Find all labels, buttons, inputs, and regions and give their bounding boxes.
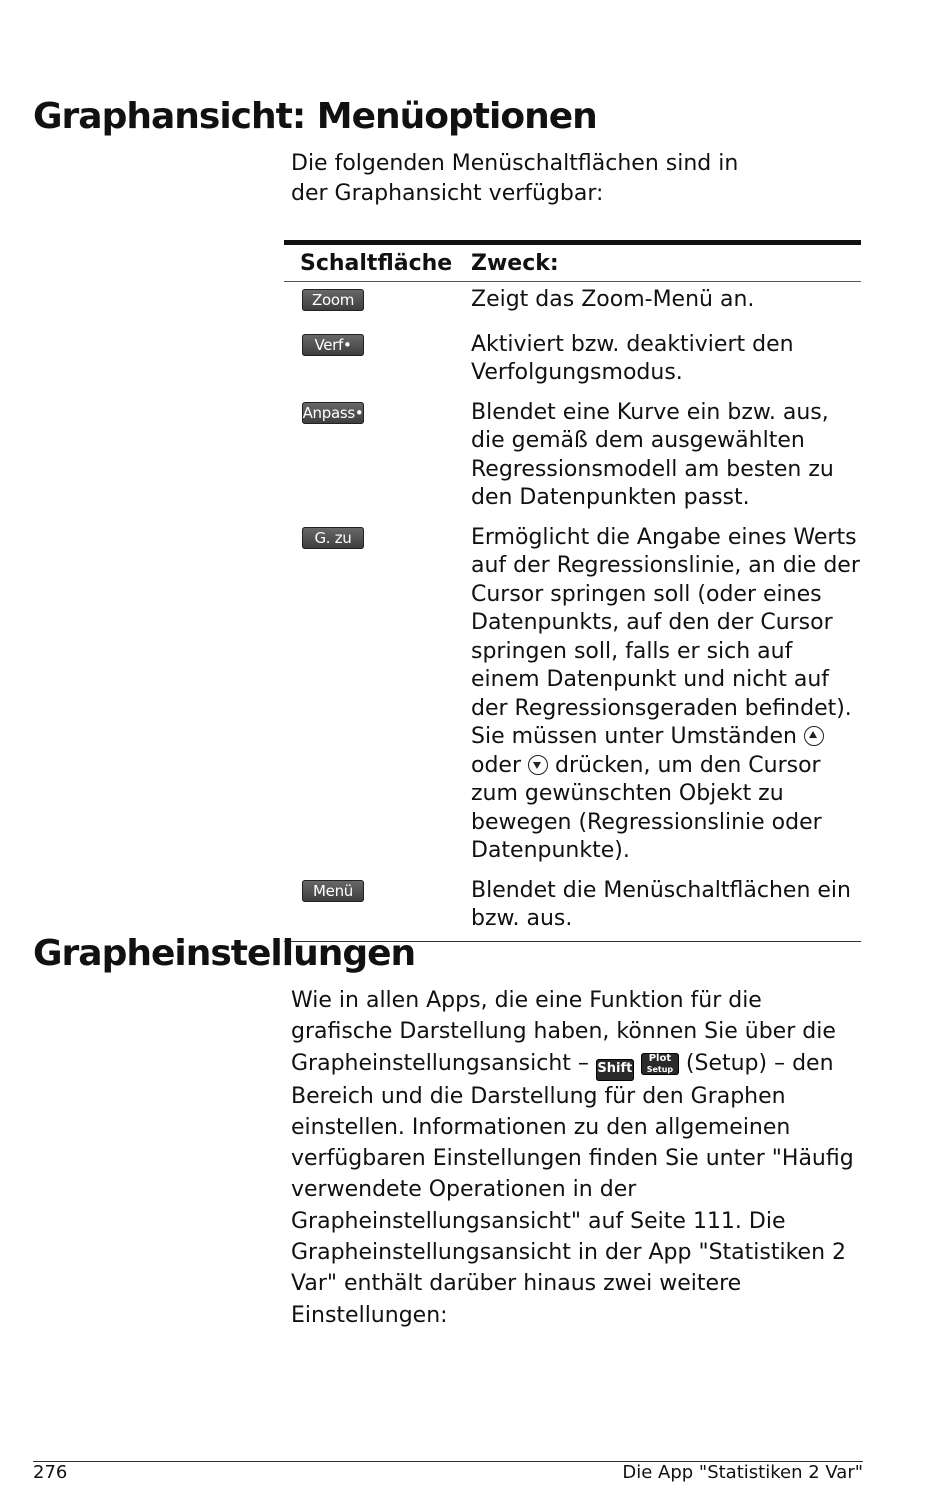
row-description bbox=[471, 524, 861, 866]
menu-options-table bbox=[284, 240, 861, 942]
row-description-part: oder bbox=[471, 752, 522, 778]
plot-setup-key-icon bbox=[641, 1053, 679, 1075]
table-row bbox=[284, 520, 861, 873]
table-row bbox=[284, 327, 861, 395]
row-description: Zeigt das Zoom-Menü an. bbox=[471, 287, 755, 312]
row-description: Blendet die Menüschaltflächen ein bzw. aus. bbox=[471, 877, 851, 931]
table-header bbox=[284, 245, 861, 282]
row-description: Aktiviert bzw. deaktiviert den Verfolgungsmodus. bbox=[471, 331, 794, 385]
chapter-title: Die App "Statistiken 2 Var" bbox=[622, 1462, 863, 1483]
table-row bbox=[284, 395, 861, 520]
row-description-part: drücken, um den Cursor zum gewünschten Objekt zu bewegen (Regressionslinie oder Datenpunkte). bbox=[471, 752, 822, 863]
paragraph-text: (Setup) – den Bereich und die Darstellung für den Graphen einstellen. Informationen zu den allgemeinen verfügbaren Einstellungen finden Sie unter "Häufig verwendete Operationen in der Grapheinstellungsansicht" auf Seite 111. Die Grapheinstellungsansicht in der App "Statistiken 2 Var" enthält darüber hinaus zwei weitere Einstellungen: bbox=[291, 1050, 854, 1328]
trace-softkey: Verf• bbox=[302, 334, 364, 356]
header-purpose: Zweck: bbox=[471, 250, 559, 276]
table-row bbox=[284, 873, 861, 941]
row-description: Blendet eine Kurve ein bzw. aus, die gemäß dem ausgewählten Regressionsmodell am besten zu den Datenpunkten passt. bbox=[471, 399, 834, 510]
plot-key-label: Plot bbox=[648, 1052, 672, 1064]
up-arrow-key-icon bbox=[804, 726, 824, 746]
menu-softkey: Menü bbox=[302, 880, 364, 902]
page-number: 276 bbox=[33, 1462, 68, 1483]
zoom-softkey: Zoom bbox=[302, 289, 364, 311]
intro-paragraph: Die folgenden Menüschaltflächen sind in der Graphansicht verfügbar: bbox=[291, 151, 739, 206]
graph-settings-paragraph bbox=[291, 985, 859, 1331]
row-description-part: Ermöglicht die Angabe eines Werts auf der Regressionslinie, an die der Cursor springen soll (oder eines Datenpunkts, auf den der Cursor springen soll, falls er sich auf einem Datenpunkt und nicht auf der Regressionsgeraden befindet). Sie müssen unter Umständen bbox=[471, 524, 860, 749]
section-title-menu-options: Graphansicht: Menüoptionen bbox=[33, 96, 597, 137]
table-row bbox=[284, 282, 861, 327]
section-title-graph-settings: Grapheinstellungen bbox=[33, 933, 416, 974]
down-arrow-key-icon bbox=[528, 755, 548, 775]
setup-key-label: Setup bbox=[646, 1064, 674, 1074]
header-button: Schaltfläche bbox=[300, 250, 453, 276]
goto-softkey: G. zu bbox=[302, 527, 364, 549]
shift-key-icon: Shift bbox=[596, 1059, 634, 1081]
fit-softkey: Anpass• bbox=[302, 403, 364, 422]
paragraph-text: Wie in allen Apps, die eine Funktion für die grafische Darstellung haben, können Sie über die Grapheinstellungsansicht – bbox=[291, 988, 836, 1076]
